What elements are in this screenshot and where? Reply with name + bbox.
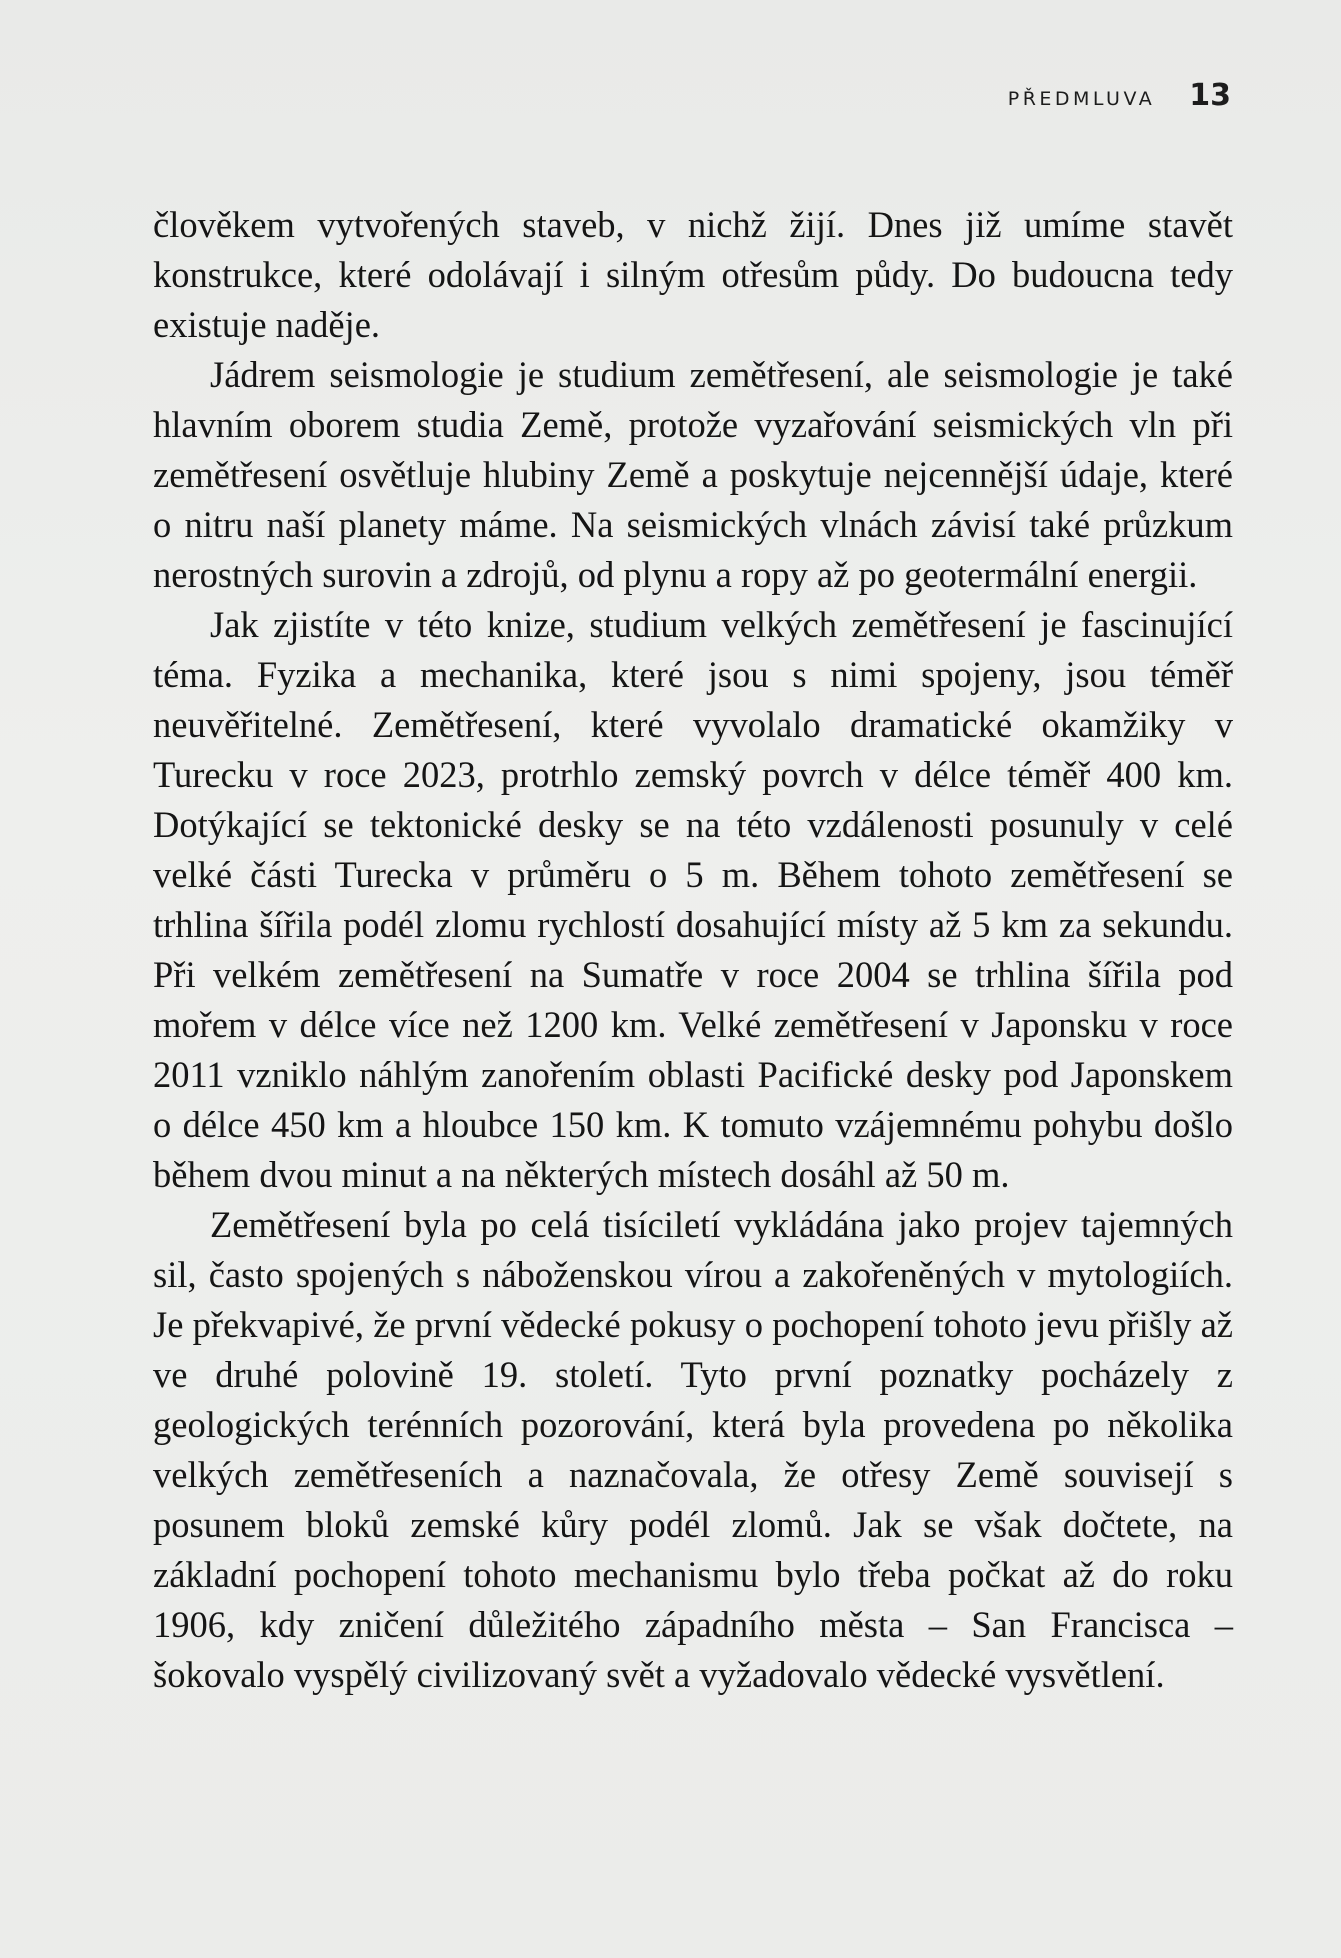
page-number: 13 (1189, 78, 1231, 113)
paragraph: Jak zjistíte v této knize, studium velkých zemětřesení je fascinující téma. Fyzika a mechanika, které jsou s nimi spojeny, jsou téměř neuvěřitelné. Zemětřesení, které vyvolalo dramatické okamžiky v Turecku v roce 2023, protrhlo zemský povrch v délce téměř 400 km. Dotýkající se tektonické desky se na této vzdálenosti posunuly v celé velké části Turecka v průměru o 5 m. Během tohoto zemětřesení se trhlina šířila podél zlomu rychlostí dosahující místy až 5 km za sekundu. Při velkém zemětřesení na Sumatře v roce 2004 se trhlina šířila pod mořem v délce více než 1200 km. Velké zemětřesení v Japonsku v roce 2011 vzniklo náhlým zanořením oblasti Pacifické desky pod Japonskem o délce 450 km a hloubce 150 km. K tomuto vzájemnému pohybu došlo během dvou minut a na některých místech dosáhl až 50 m. (153, 604, 1233, 1195)
paragraph: člověkem vytvořených staveb, v nichž žijí. Dnes již umíme stavět konstrukce, které odolávají i silným otřesům půdy. Do budoucna tedy existuje naděje. (153, 204, 1233, 345)
running-head (1008, 78, 1231, 113)
section-title: PŘEDMLUVA (1007, 88, 1156, 110)
body-text (153, 200, 1233, 1700)
paragraph: Zemětřesení byla po celá tisíciletí vykládána jako projev tajemných sil, často spojených s náboženskou vírou a zakořeněných v mytologiích. Je překvapivé, že první vědecké pokusy o pochopení tohoto jevu přišly až ve druhé polovině 19. století. Tyto první poznatky pocházely z geologických terénních pozorování, která byla provedena po několika velkých zemětřeseních a naznačovala, že otřesy Země souvisejí s posunem bloků zemské kůry podél zlomů. Jak se však dočtete, na základní pochopení tohoto mechanismu bylo třeba počkat až do roku 1906, kdy zničení důležitého západního města – San Francisca – šokovalo vyspělý civilizovaný svět a vyžadovalo vědecké vysvětlení. (153, 1204, 1233, 1695)
paragraph: Jádrem seismologie je studium zemětřesení, ale seismologie je také hlavním oborem studia Země, protože vyzařování seismických vln při zemětřesení osvětluje hlubiny Země a poskytuje nejcennější údaje, které o nitru naší planety máme. Na seismických vlnách závisí také průzkum nerostných surovin a zdrojů, od plynu a ropy až po geotermální energii. (153, 354, 1233, 595)
